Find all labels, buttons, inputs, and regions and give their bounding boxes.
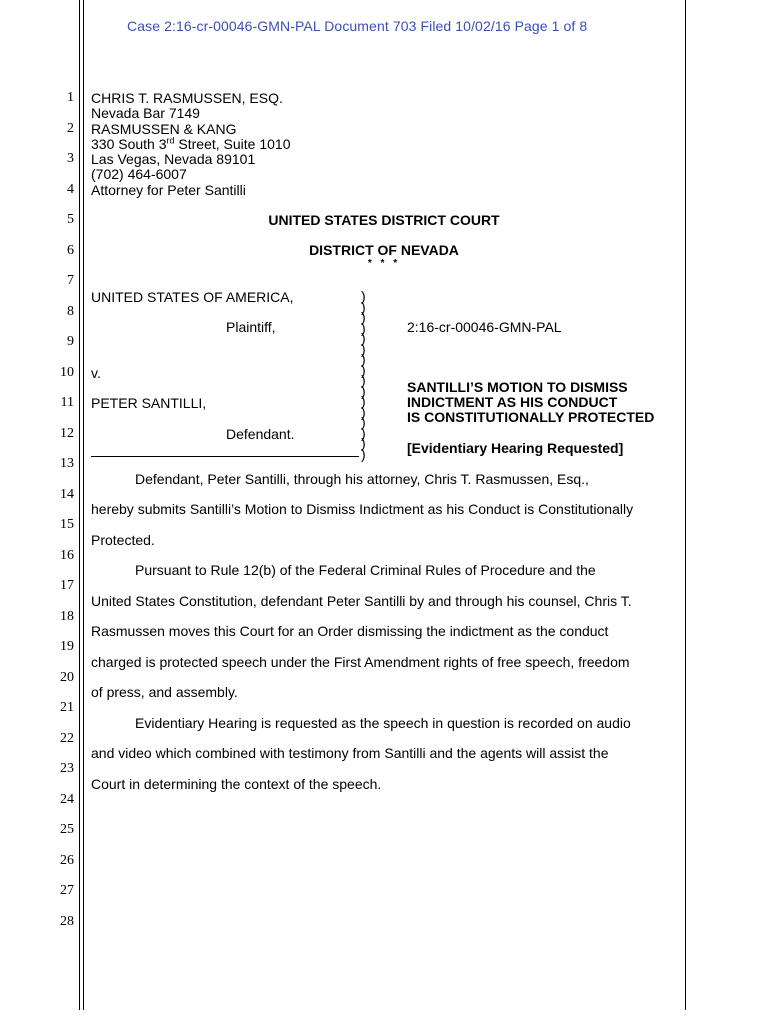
line-number: 4 [67, 182, 74, 197]
line-number: 24 [60, 792, 74, 807]
line-number: 19 [60, 639, 74, 654]
body-line: Rasmussen moves this Court for an Order dismissing the indictment as the conduct [91, 623, 609, 639]
body-line: hereby submits Santilli’s Motion to Dismiss Indictment as his Conduct is Constitutionally [91, 501, 634, 517]
hearing-request: [Evidentiary Hearing Requested] [407, 440, 624, 456]
caption-underline [91, 456, 359, 457]
attorney-bar-number: Nevada Bar 7149 [91, 105, 200, 121]
line-number: 16 [60, 548, 74, 563]
line-number: 7 [67, 273, 74, 288]
line-number: 3 [67, 151, 74, 166]
line-number: 15 [60, 517, 74, 532]
caption-parentheses: ) ) ) ) ) ) ) ) ) ) ) ) ) ) ) ) [361, 288, 366, 462]
attorney-role: Attorney for Peter Santilli [91, 182, 246, 198]
case-number: 2:16-cr-00046-GMN-PAL [407, 319, 562, 335]
body-line: Court in determining the context of the speech. [91, 776, 382, 792]
line-number: 6 [67, 243, 74, 258]
body-line: Defendant, Peter Santilli, through his attorney, Chris T. Rasmussen, Esq., [135, 471, 589, 487]
firm-city: Las Vegas, Nevada 89101 [91, 151, 256, 167]
body-line: Pursuant to Rule 12(b) of the Federal Criminal Rules of Procedure and the [135, 562, 596, 578]
motion-title-line-3: IS CONSTITUTIONALLY PROTECTED [407, 409, 655, 425]
plaintiff-role: Plaintiff, [226, 319, 276, 335]
firm-phone: (702) 464-6007 [91, 166, 187, 182]
line-number: 28 [60, 914, 74, 929]
body-line: of press, and assembly. [91, 684, 238, 700]
defendant-role: Defendant. [226, 426, 295, 442]
attorney-name: CHRIS T. RASMUSSEN, ESQ. [91, 90, 283, 106]
line-number: 14 [60, 487, 74, 502]
court-name: UNITED STATES DISTRICT COURT [268, 212, 500, 228]
body-line: Protected. [91, 532, 155, 548]
court-district: DISTRICT OF NEVADA [309, 242, 459, 258]
line-number: 27 [60, 883, 74, 898]
firm-street-address: 330 South 3rd Street, Suite 1010 [91, 135, 291, 152]
line-number: 8 [67, 304, 74, 319]
law-firm-name: RASMUSSEN & KANG [91, 121, 237, 137]
plaintiff-name: UNITED STATES OF AMERICA, [91, 289, 294, 305]
line-number: 13 [60, 456, 74, 471]
line-number: 12 [60, 426, 74, 441]
case-header-stamp: Case 2:16-cr-00046-GMN-PAL Document 703 Filed 10/02/16 Page 1 of 8 [127, 18, 588, 34]
margin-rule-left-inner [83, 0, 84, 1010]
motion-title-line-1: SANTILLI’S MOTION TO DISMISS [407, 379, 628, 395]
body-line: Evidentiary Hearing is requested as the speech in question is recorded on audio [135, 715, 631, 731]
line-number: 26 [60, 853, 74, 868]
line-number: 21 [60, 700, 74, 715]
line-number: 23 [60, 761, 74, 776]
line-number: 2 [67, 121, 74, 136]
body-line: United States Constitution, defendant Peter Santilli by and through his counsel, Chris T. [91, 593, 632, 609]
heading-stars: * * * [367, 258, 401, 269]
line-number: 20 [60, 670, 74, 685]
body-line: and video which combined with testimony from Santilli and the agents will assist the [91, 745, 609, 761]
line-number: 11 [60, 395, 74, 410]
line-number: 25 [60, 822, 74, 837]
line-number: 9 [67, 334, 74, 349]
versus: v. [91, 365, 101, 381]
line-number: 17 [60, 578, 74, 593]
line-number: 10 [60, 365, 74, 380]
defendant-name: PETER SANTILLI, [91, 395, 207, 411]
line-number: 18 [60, 609, 74, 624]
body-line: charged is protected speech under the First Amendment rights of free speech, freedom [91, 654, 630, 670]
motion-title-line-2: INDICTMENT AS HIS CONDUCT [407, 394, 618, 410]
margin-rule-right [685, 0, 686, 1010]
line-number: 22 [60, 731, 74, 746]
line-number: 5 [67, 212, 74, 227]
margin-rule-left [79, 0, 80, 1010]
line-number: 1 [67, 90, 74, 105]
